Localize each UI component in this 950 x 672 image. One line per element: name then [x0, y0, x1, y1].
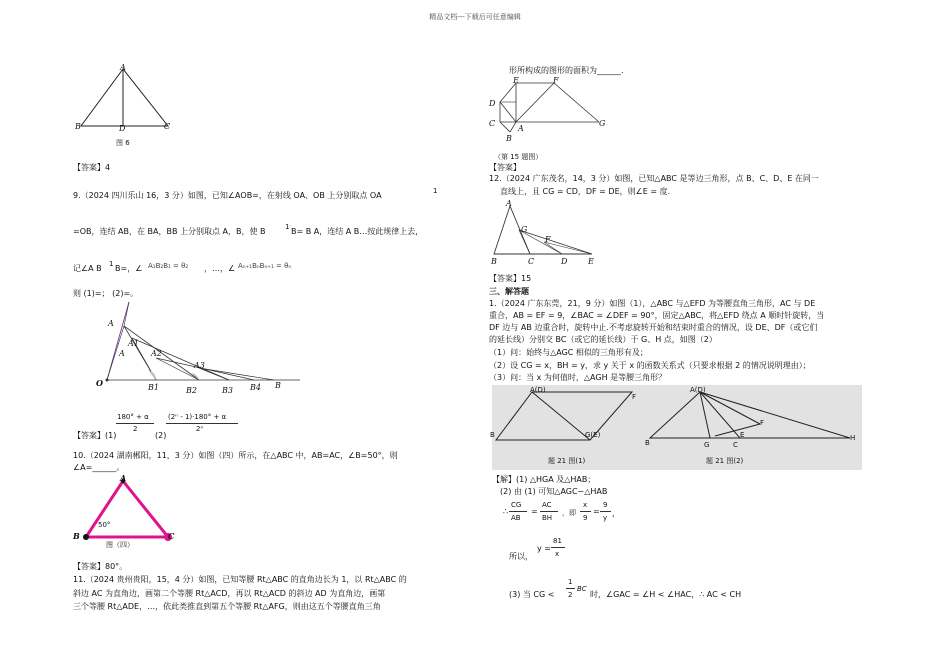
fig9-label-b1: B1: [148, 383, 159, 392]
sol-frac4-num: 9: [603, 501, 608, 509]
photo1-label-b: B: [490, 431, 495, 439]
fig12-label-c: C: [528, 257, 535, 266]
fig15-caption: （第 15 题图）: [494, 153, 543, 161]
q9-sup1: 1: [433, 187, 438, 195]
fig12-label-a: A: [506, 199, 512, 208]
sol-comma: ，: [612, 509, 620, 518]
sol-line4b: 时，∠GAC = ∠H < ∠HAC，∴ AC < CH: [590, 590, 742, 599]
photo2-label-h: H: [850, 434, 856, 442]
photo-caption-2: 题 21 图(2): [706, 457, 744, 465]
fig10-angle: 50°: [98, 521, 111, 529]
sol-therefore: ∴: [503, 507, 509, 516]
sol-frac5-bar: [551, 547, 565, 548]
fig15-label-g: G: [599, 119, 606, 128]
photo2-label-f: F: [760, 419, 765, 427]
q1-part1: （1）问：始终与△AGC 相似的三角形有及；: [489, 348, 648, 357]
sol-frac1-den: AB: [511, 514, 521, 522]
answer-q10: 【答案】80°。: [73, 562, 128, 571]
fig6-caption: 图 6: [116, 139, 130, 147]
sol-ji: ，即: [562, 509, 576, 517]
solution-line1: 【解】(1) △HGA 及△HAB；: [492, 475, 596, 484]
sol-frac3-num: x: [583, 501, 588, 509]
q9-thetan: Aₙ₊₁BₙBₙ₊₁ = θₙ: [238, 262, 292, 270]
answer-q8: 【答案】4: [73, 163, 111, 172]
answer-q12: 【答案】15: [489, 274, 532, 283]
page-header: 精品文档---下载后可任意编辑: [429, 13, 521, 21]
sol-frac2-bar: [540, 511, 558, 512]
q10-line2: ∠A=______。: [73, 463, 125, 472]
q1-line4: 的延长线）分别交 BC（或它的延长线）于 G、H 点，如图（2）: [489, 335, 717, 344]
q1-line3: DF 边与 AB 边重合时，旋转中止.不考虑旋转开始和结束时重合的情况，设 DE、DF（或它们: [489, 323, 818, 332]
fig9-label-a1: A1: [128, 339, 139, 348]
fig15-label-d: D: [489, 99, 496, 108]
sol-frac4-den: y: [603, 514, 608, 522]
q11-continuation: 形所构成的图形的面积为______.: [509, 66, 624, 75]
fig6-label-d: D: [119, 124, 126, 133]
q12-line2: 直线上，且 CG = CD，DF = DE，则∠E = 度.: [500, 187, 671, 196]
ans9-frac2-den: 2ⁿ: [196, 425, 204, 433]
q9-line2: =OB，连结 AB，在 BA，BB 上分别取点 A，B，使 B: [73, 227, 266, 236]
fig6-label-c: C: [164, 122, 171, 131]
fig15-label-f: F: [553, 76, 559, 85]
photo2-label-e: E: [740, 431, 745, 439]
fig9-label-a: A: [119, 349, 125, 358]
figure-21-diagram-2: [650, 388, 850, 468]
fig9-label-b: B: [275, 381, 281, 390]
fig6-label-b: B: [75, 122, 81, 131]
figure-6-triangle: [78, 66, 178, 136]
sol-frac6-bar: [566, 588, 575, 589]
fig15-label-c: C: [489, 119, 496, 128]
sol-frac3-bar: [580, 511, 591, 512]
fig12-label-d: D: [561, 257, 568, 266]
fig9-label-a2: A2: [151, 349, 162, 358]
q9-theta2: A₁B₂B₁ = θ₂: [148, 262, 189, 270]
fig10-label-b: B: [73, 531, 80, 541]
sol-line4a: (3) 当 CG <: [509, 590, 555, 599]
ans9-part2: (2): [155, 431, 167, 440]
sol-frac1-bar: [509, 511, 527, 512]
ans9-part1: 【答案】(1): [73, 431, 117, 440]
fig6-label-a: A: [120, 63, 126, 72]
photo1-label-ge: G(E): [585, 431, 601, 439]
photo-caption-1: 题 21 图(1): [548, 457, 586, 465]
q9-line3b: B=，∠: [115, 264, 143, 273]
q1-line2: 重合，AB = EF = 9，∠BAC = ∠DEF = 90°，固定△ABC，将△EFD 绕点 A 顺时针旋转，当: [489, 311, 825, 320]
photo2-label-ad: A(D): [690, 386, 706, 394]
sol-frac1-num: CG: [511, 501, 522, 509]
fig9-label-b2: B2: [186, 386, 197, 395]
q9-line3d: ，…，∠: [204, 264, 236, 273]
fig15-label-b: B: [506, 134, 512, 143]
q12-line1: 12.（2024 广东茂名，14，3 分）如图，已知△ABC 是等边三角形，点 B、C、D、E 在同一: [489, 174, 819, 183]
q9-line2b: B= B A，连结 A B…按此规律上去，: [291, 227, 424, 236]
photo2-label-c: C: [733, 441, 738, 449]
q9-line4: 则 (1)=； (2)=。: [73, 289, 139, 298]
q11-line2: 斜边 AC 为直角边，画第二个等腰 Rt△ACD，再以 Rt△ACD 的斜边 AD 为直角边，画第: [73, 589, 386, 598]
ans9-frac1-num: 180° + α: [117, 413, 149, 421]
photo1-label-ad: A(D): [530, 386, 546, 394]
sol-frac5-num: 81: [553, 537, 562, 545]
q1-part3: （3）问：当 x 为何值时，△AGH 是等腰三角形？: [489, 373, 667, 382]
section-3-heading: 三、解答题: [489, 287, 529, 296]
sol-frac2-num: AC: [542, 501, 552, 509]
sol-y-eq: y =: [537, 544, 551, 553]
sol-frac2-den: BH: [542, 514, 553, 522]
answer-q11: 【答案】: [489, 163, 521, 172]
sol-frac3-den: 9: [583, 514, 588, 522]
fig10-caption: 图（四）: [106, 541, 134, 549]
fig9-label-a-top: A: [108, 319, 114, 328]
sol-frac6-num: 1: [568, 578, 573, 586]
fig9-label-b3: B3: [222, 386, 233, 395]
q1-part2: （2）设 CG = x，BH = y，求 y 关于 x 的函数关系式（只要求根据 2 的情况说明理由）；: [489, 361, 811, 370]
ans9-frac2-num: (2ⁿ - 1)·180° + α: [168, 413, 227, 421]
sol-frac4-bar: [600, 511, 611, 512]
photo2-label-g: G: [704, 441, 710, 449]
figure-10-triangle: [80, 475, 180, 545]
sol-eq1: =: [531, 507, 538, 516]
sol-eq2: =: [593, 507, 600, 516]
q11-line1: 11.（2024 贵州贵阳，15，4 分）如图，已知等腰 Rt△ABC 的直角边长为 1，以 Rt△ABC 的: [73, 575, 407, 584]
sol-bc: BC: [577, 585, 587, 593]
photo2-label-b: B: [645, 439, 650, 447]
solution-line2: (2) 由 (1) 可知△AGC∽△HAB: [500, 487, 608, 496]
q9-sup3: 1: [109, 260, 114, 268]
q10-line1: 10.（2024 湖南郴阳，11，3 分）如图（四）所示，在△ABC 中，AB=AC，∠B=50°，则: [73, 451, 398, 460]
fig15-label-e: E: [513, 76, 519, 85]
sol-frac5-den: x: [555, 550, 560, 558]
q11-line3: 三个等腰 Rt△ADE，…，依此类推直到第五个等腰 Rt△AFG，则由这五个等腰直角三角: [73, 602, 381, 611]
sol-suoyi: 所以，: [509, 552, 533, 561]
fig9-label-o: O: [96, 378, 103, 388]
ans9-frac1-den: 2: [133, 425, 138, 433]
fig12-label-f: F: [545, 235, 551, 244]
fig10-label-c: C: [168, 531, 175, 541]
sol-frac6-den: 2: [568, 591, 573, 599]
fig15-label-a: A: [518, 124, 524, 133]
fig12-label-b: B: [491, 257, 497, 266]
q1-line1: 1.（2024 广东东莞，21，9 分）如图（1），△ABC 与△EFD 为等腰直角三角形，AC 与 DE: [489, 299, 816, 308]
q9-line3a: 记∠A B: [73, 264, 102, 273]
fig10-label-a: A: [120, 473, 127, 483]
fig12-label-g: G: [521, 225, 528, 234]
q9-line1: 9.（2024 四川乐山 16，3 分）如图，已知∠AOB=，在射线 OA、OB 上分别取点 OA: [73, 191, 382, 200]
fig12-label-e: E: [588, 257, 594, 266]
photo1-label-f: F: [632, 393, 637, 401]
fig9-label-a3: A3: [194, 361, 205, 370]
q9-sup2: 1: [285, 223, 290, 231]
fig9-label-b4: B4: [250, 383, 261, 392]
